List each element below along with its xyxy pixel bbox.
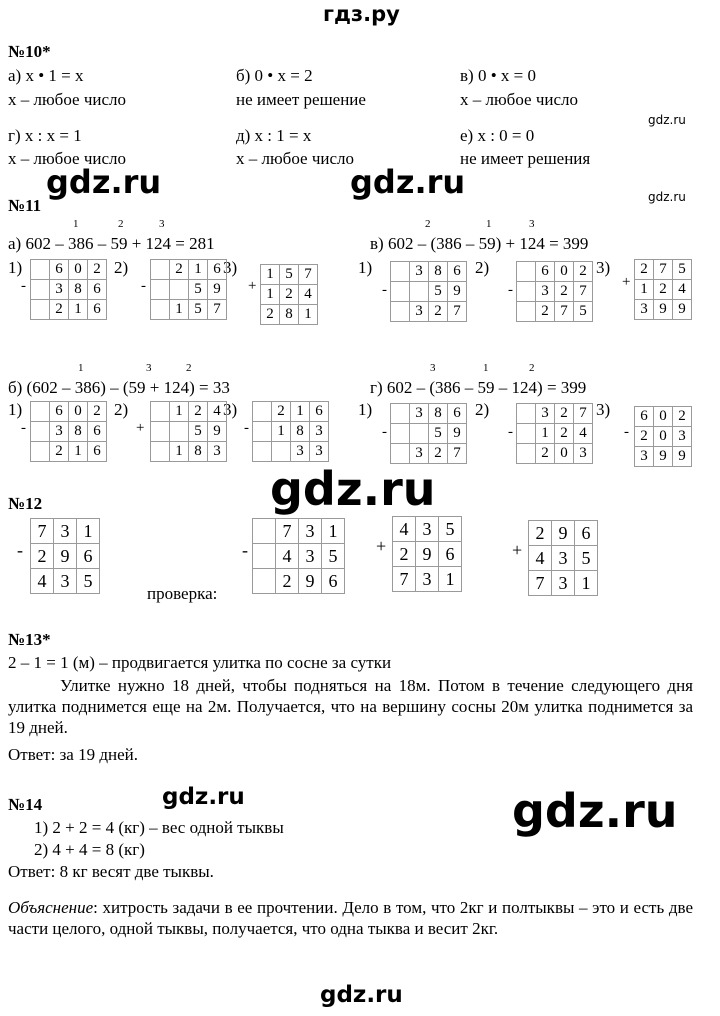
step-label: 3) xyxy=(596,258,611,277)
calc-column: 2 7 5 1 2 4 3 9 9 xyxy=(634,259,692,320)
task-11-b-equation: б) (602 – 386) – (59 + 124) = 33 xyxy=(8,378,230,397)
watermark: gdz.ru xyxy=(512,784,678,838)
task-11-g-equation: г) 602 – (386 – 59 – 124) = 399 xyxy=(370,378,587,397)
minus-sign: - xyxy=(508,424,513,440)
order-number: 2 xyxy=(186,362,192,374)
plus-sign: + xyxy=(248,278,257,294)
minus-sign: - xyxy=(242,540,248,560)
order-number: 2 xyxy=(529,362,535,374)
step-label: 1) xyxy=(358,400,373,419)
task-14-title: №14 xyxy=(8,795,43,814)
step-label: 2) xyxy=(114,400,129,419)
task-10-b-equation: б) 0 • x = 2 xyxy=(236,66,313,85)
task-14-explanation xyxy=(8,897,693,939)
watermark: gdz.ru xyxy=(162,784,245,810)
order-number: 3 xyxy=(430,362,436,374)
calc-column: 2 1 6 5 9 1 5 7 xyxy=(150,259,227,320)
calc-column: 1 2 4 5 9 1 8 3 xyxy=(150,401,227,462)
calc-column: 2 9 6 4 3 5 7 3 1 xyxy=(528,520,598,596)
task-10-a-answer: x – любое число xyxy=(8,90,127,109)
step-label: 3) xyxy=(223,400,238,419)
task-10-g-equation: г) x : x = 1 xyxy=(8,126,82,145)
minus-sign: - xyxy=(141,278,146,294)
task-10-e-equation: е) x : 0 = 0 xyxy=(460,126,535,145)
task-13-line: 2 – 1 = 1 (м) – продвигается улитка по сосне за сутки xyxy=(8,653,392,672)
minus-sign: - xyxy=(21,420,26,436)
order-number: 1 xyxy=(73,218,79,230)
task-10-a-equation: а) x • 1 = x xyxy=(8,66,84,85)
calc-column: 3 8 6 5 9 3 2 7 xyxy=(390,261,467,322)
site-header: гдз.ру xyxy=(323,2,400,26)
calc-column: 7 3 1 2 9 6 4 3 5 xyxy=(30,518,100,594)
task-10-b-answer: не имеет решение xyxy=(236,90,366,109)
minus-sign: - xyxy=(382,282,387,298)
explanation-text: : хитрость задачи в ее прочтении. Дело в том, что 2кг и полтыквы – это и есть две части целого, одной тыквы, получается, что одна тыква и весит 2кг. xyxy=(8,898,693,938)
order-number: 3 xyxy=(159,218,165,230)
step-label: 2) xyxy=(114,258,129,277)
minus-sign: - xyxy=(624,424,629,440)
plus-sign: + xyxy=(376,536,387,556)
watermark: gdz.ru xyxy=(320,982,403,1008)
minus-sign: - xyxy=(508,282,513,298)
minus-sign: - xyxy=(17,540,23,560)
calc-column: 4 3 5 2 9 6 7 3 1 xyxy=(392,516,462,592)
calc-column: 6 0 2 3 8 6 2 1 6 xyxy=(30,401,107,462)
step-label: 1) xyxy=(358,258,373,277)
plus-sign: + xyxy=(512,540,523,560)
step-label: 2) xyxy=(475,400,490,419)
task-10-e-answer: не имеет решения xyxy=(460,149,591,168)
order-number: 3 xyxy=(146,362,152,374)
watermark: gdz.ru xyxy=(648,113,686,127)
step-label: 3) xyxy=(596,400,611,419)
watermark: gdz.ru xyxy=(46,163,162,201)
task-13-answer: Ответ: за 19 дней. xyxy=(8,745,138,764)
task-13-paragraph: Улитке нужно 18 дней, чтобы подняться на 18м. Потом в течение следующего дня улитка поднимется еще на 2м. Получается, что на вершину сосны 20м улитка поднимется за 19 дней. xyxy=(8,676,693,737)
order-number: 3 xyxy=(529,218,535,230)
order-number: 1 xyxy=(483,362,489,374)
task-10-v-answer: x – любое число xyxy=(460,90,579,109)
task-10-d-equation: д) x : 1 = x xyxy=(236,126,312,145)
task-13-title: №13* xyxy=(8,630,51,649)
task-12-title: №12 xyxy=(8,494,43,513)
task-10-g-answer: x – любое число xyxy=(8,149,127,168)
calc-column: 6 0 2 3 2 7 2 7 5 xyxy=(516,261,593,322)
order-number: 2 xyxy=(425,218,431,230)
explanation-label: Объяснение xyxy=(8,898,94,917)
task-10-d-answer: x – любое число xyxy=(236,149,355,168)
watermark: gdz.ru xyxy=(350,163,466,201)
calc-column: 2 1 6 1 8 3 3 3 xyxy=(252,401,329,462)
calc-column: 7 3 1 4 3 5 2 9 6 xyxy=(252,518,345,594)
calc-column: 3 2 7 1 2 4 2 0 3 xyxy=(516,403,593,464)
minus-sign: - xyxy=(244,420,249,436)
task-14-step2: 2) 4 + 4 = 8 (кг) xyxy=(34,840,145,859)
step-label: 2) xyxy=(475,258,490,277)
order-number: 2 xyxy=(118,218,124,230)
step-label: 1) xyxy=(8,400,23,419)
task-11-a-equation: а) 602 – 386 – 59 + 124 = 281 xyxy=(8,234,215,253)
task-14-answer: Ответ: 8 кг весят две тыквы. xyxy=(8,862,214,881)
task-14-step1: 1) 2 + 2 = 4 (кг) – вес одной тыквы xyxy=(34,818,284,837)
plus-sign: + xyxy=(136,420,145,436)
calc-column: 3 8 6 5 9 3 2 7 xyxy=(390,403,467,464)
order-number: 1 xyxy=(486,218,492,230)
calc-column: 6 0 2 3 8 6 2 1 6 xyxy=(30,259,107,320)
calc-column: 6 0 2 2 0 3 3 9 9 xyxy=(634,406,692,467)
task-10-title: №10* xyxy=(8,42,51,61)
minus-sign: - xyxy=(21,278,26,294)
task-11-v-equation: в) 602 – (386 – 59) + 124 = 399 xyxy=(370,234,589,253)
calc-column: 1 5 7 1 2 4 2 8 1 xyxy=(260,264,318,325)
check-label: проверка: xyxy=(147,584,218,603)
step-label: 1) xyxy=(8,258,23,277)
plus-sign: + xyxy=(622,274,631,290)
minus-sign: - xyxy=(382,424,387,440)
step-label: 3) xyxy=(223,258,238,277)
task-10-v-equation: в) 0 • x = 0 xyxy=(460,66,536,85)
watermark: gdz.ru xyxy=(648,190,686,204)
order-number: 1 xyxy=(78,362,84,374)
task-11-title: №11 xyxy=(8,196,42,215)
watermark: gdz.ru xyxy=(270,462,436,516)
